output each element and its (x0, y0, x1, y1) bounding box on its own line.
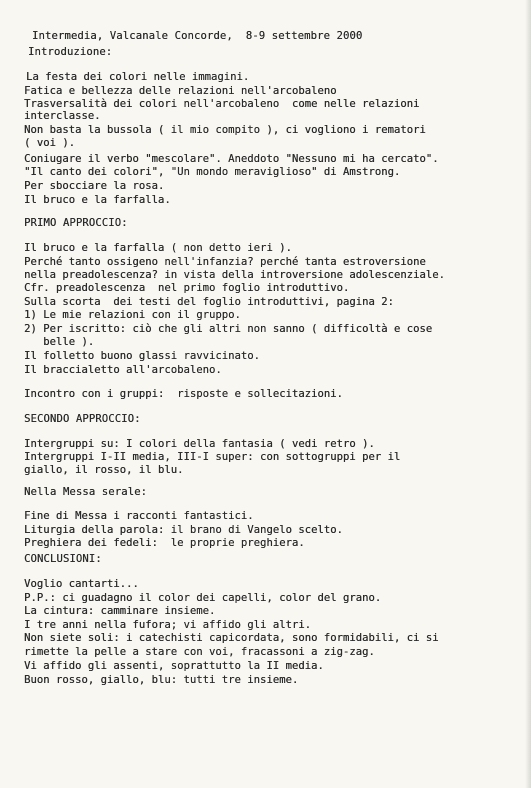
first-approach-line: belle ). (24, 336, 95, 348)
conclusion-line: I tre anni nella fufora; vi affido gli altri. (24, 619, 312, 631)
evening-mass-heading: Nella Messa serale: (24, 486, 148, 498)
document-title-line: Intermedia, Valcanale Concorde, 8-9 settembre 2000 (32, 30, 363, 42)
intro-line: ( voi ). (24, 137, 76, 149)
intro-line: La festa dei colori nelle immagini. (26, 71, 250, 83)
conclusion-line: La cintura: camminare insieme. (24, 605, 216, 617)
intro-line: Per sbocciare la rosa. (24, 180, 165, 192)
intro-line: Trasversalità dei colori nell'arcobaleno come nelle relazioni (24, 98, 420, 110)
first-approach-heading: PRIMO APPROCCIO: (24, 217, 128, 229)
conclusion-line: Buon rosso, giallo, blu: tutti tre insieme. (24, 674, 299, 686)
evening-mass-line: Liturgia della parola: il brano di Vangelo scelto. (24, 524, 343, 536)
second-approach-line: Intergruppi su: I colori della fantasia ( vedi retro ). (24, 438, 375, 450)
first-approach-line: nella preadolescenza? in vista della introversione adolescenziale. (24, 269, 445, 281)
conclusion-line: Vi affido gli assenti, soprattutto la II media. (24, 660, 324, 672)
first-approach-line: 1) Le mie relazioni con il gruppo. (24, 309, 241, 321)
groups-meeting-line: Incontro con i gruppi: risposte e sollecitazioni. (24, 388, 343, 400)
conclusion-line: Voglio cantarti... (24, 578, 139, 590)
intro-heading: Introduzione: (28, 46, 113, 58)
first-approach-line: Il folletto buono glassi ravvicinato. (24, 350, 260, 362)
second-approach-heading: SECONDO APPROCCIO: (24, 413, 141, 425)
evening-mass-line: Preghiera dei fedeli: le proprie preghiera. (24, 537, 305, 549)
first-approach-line: Il braccialetto all'arcobaleno. (24, 364, 222, 376)
first-approach-line: Il bruco e la farfalla ( non detto ieri ). (24, 242, 292, 254)
first-approach-line: Perché tanto ossigeno nell'infanzia? perché tanta estroversione (24, 256, 426, 268)
first-approach-line: 2) Per iscritto: ciò che gli altri non sanno ( difficoltà e cose (24, 323, 433, 335)
intro-line: Il bruco e la farfalla. (24, 194, 171, 206)
conclusions-heading: CONCLUSIONI: (24, 553, 102, 565)
second-approach-line: Intergruppi I-II media, III-I super: con sottogruppi per il (24, 451, 401, 463)
conclusion-line: Non siete soli: i catechisti capicordata, sono formidabili, ci si (24, 632, 439, 644)
conclusion-line: P.P.: ci guadagno il color dei capelli, color del grano. (24, 592, 382, 604)
evening-mass-line: Fine di Messa i racconti fantastici. (24, 510, 254, 522)
intro-line: Coniugare il verbo "mescolare". Aneddoto "Nessuno mi ha cercato". (24, 153, 439, 165)
intro-line: Non basta la bussola ( il mio compito ), ci vogliono i rematori (24, 124, 426, 136)
conclusion-line: rimette la pelle a stare con voi, fracassoni a zig-zag. (24, 646, 375, 658)
intro-line: "Il canto dei colori", "Un mondo meraviglioso" di Amstrong. (24, 166, 401, 178)
page-edge-shadow (525, 0, 531, 788)
intro-line: interclasse. (24, 110, 101, 122)
intro-line: Fatica e bellezza delle relazioni nell'arcobaleno (24, 85, 337, 97)
first-approach-line: Sulla scorta dei testi del foglio introduttivi, pagina 2: (24, 296, 394, 308)
first-approach-line: Cfr. preadolescenza nel primo foglio introduttivo. (24, 282, 350, 294)
second-approach-line: giallo, il rosso, il blu. (24, 464, 184, 476)
